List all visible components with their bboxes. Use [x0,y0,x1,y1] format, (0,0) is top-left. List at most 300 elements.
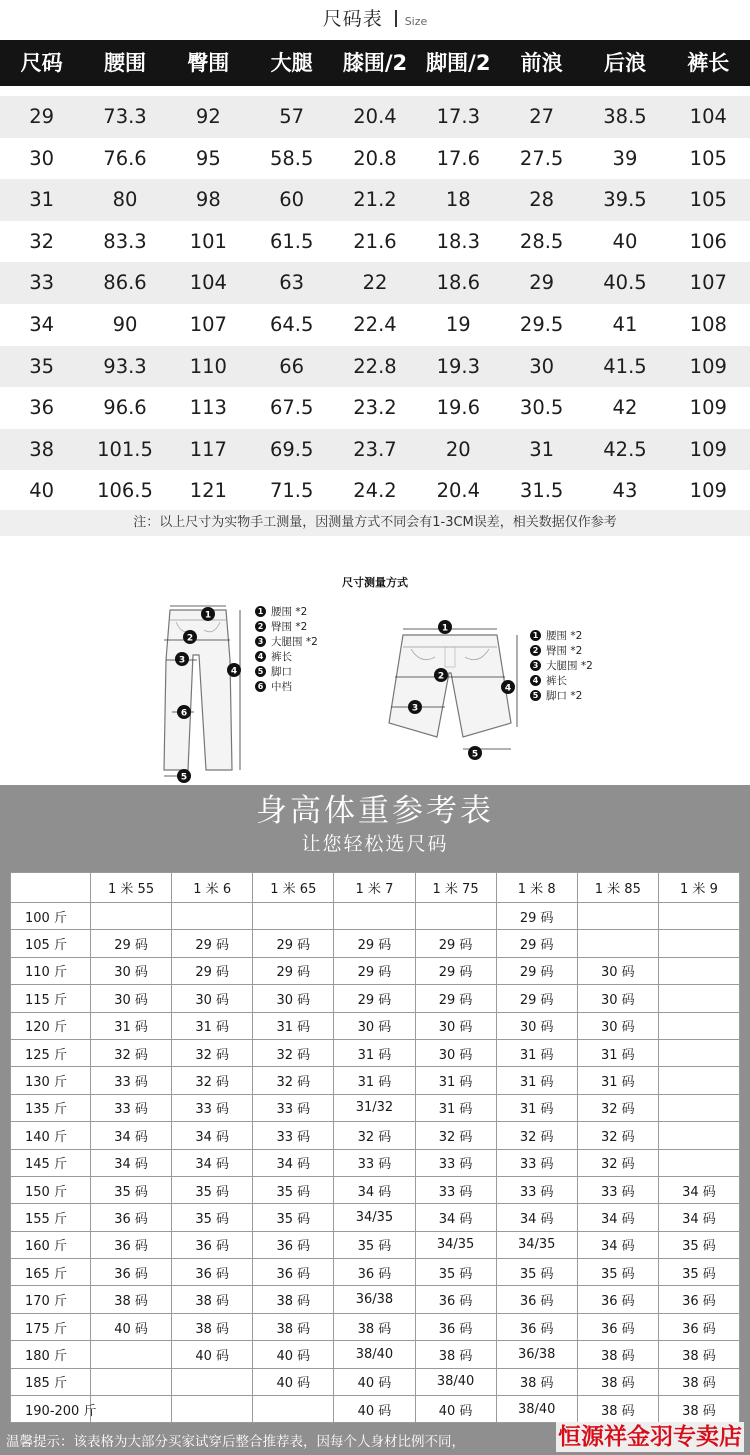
weight-cell: 100 斤 [11,903,91,930]
size-cell [253,1396,334,1423]
table-cell: 32 [29,229,55,253]
table-cell: 109 [689,396,727,420]
weight-cell: 120 斤 [11,1012,91,1039]
weight-cell: 110 斤 [11,957,91,984]
size-table-body [0,96,750,512]
table-cell: 117 [189,437,227,461]
table-row [11,1094,740,1121]
size-cell [577,903,658,930]
size-cell: 31 码 [415,1067,496,1094]
size-cell: 34/35 [415,1231,496,1258]
size-cell: 36 码 [91,1259,172,1286]
size-cell: 40 码 [253,1341,334,1368]
size-cell: 30 码 [415,1012,496,1039]
reference-banner [0,785,750,870]
size-cell: 34 码 [577,1204,658,1231]
svg-text:6: 6 [180,708,188,719]
page-title: 尺码表 [322,8,383,30]
table-cell: 61.5 [269,229,314,253]
size-cell: 36 码 [577,1286,658,1313]
table-cell: 90 [112,312,138,336]
table-cell: 105 [689,146,727,170]
table-cell: 38.5 [603,105,647,128]
size-cell: 36 码 [415,1286,496,1313]
weight-cell: 180 斤 [11,1341,91,1368]
size-cell: 38 码 [496,1368,577,1395]
column-header: 尺码 [20,51,63,75]
size-cell: 31 码 [334,1039,415,1066]
table-cell: 60 [279,188,305,212]
size-cell: 31/32 [334,1094,415,1121]
size-cell: 32 码 [496,1122,577,1149]
size-cell: 36 码 [658,1286,739,1313]
legend-label: 脚口 [271,666,292,678]
size-cell [658,1039,739,1066]
table-row [0,387,750,429]
size-cell: 35 码 [253,1204,334,1231]
size-cell: 31 码 [496,1094,577,1121]
legend-number: 4 [255,651,266,662]
size-cell [658,930,739,957]
height-header: 1 米 7 [334,873,415,903]
legend-number: 1 [255,606,266,617]
table-cell: 83.3 [103,229,147,253]
table-cell: 41.5 [603,354,647,378]
table-row [0,221,750,263]
size-cell: 33 码 [91,1094,172,1121]
table-cell: 121 [189,479,227,503]
size-cell: 30 码 [577,957,658,984]
shorts-diagram [385,615,525,765]
size-chart-header [0,0,750,38]
table-row [11,1313,740,1340]
legend-number: 3 [530,660,541,671]
size-cell: 31 码 [253,1012,334,1039]
legend-label: 裤长 [271,651,292,663]
size-cell: 32 码 [577,1094,658,1121]
size-cell: 40 码 [253,1368,334,1395]
size-cell: 29 码 [496,957,577,984]
weight-cell: 185 斤 [11,1368,91,1395]
size-cell [172,903,253,930]
size-cell: 32 码 [253,1039,334,1066]
size-cell: 34 码 [172,1122,253,1149]
size-cell: 38 码 [415,1341,496,1368]
table-cell: 110 [189,354,227,378]
height-header: 1 米 75 [415,873,496,903]
size-cell: 29 码 [91,930,172,957]
table-cell: 21.2 [353,188,397,212]
table-row [0,346,750,388]
weight-cell: 160 斤 [11,1231,91,1258]
table-cell: 96.6 [103,396,147,420]
table-row [11,985,740,1012]
table-cell: 107 [189,312,227,336]
table-row [11,1396,740,1423]
size-cell: 33 码 [253,1122,334,1149]
svg-text:2: 2 [437,671,445,682]
legend-number: 1 [530,630,541,641]
legend-label: 大腿围 *2 [546,660,593,672]
size-cell [253,903,334,930]
table-cell: 113 [189,396,227,420]
legend-label: 臀围 *2 [546,645,583,657]
legend-label: 臀围 *2 [271,621,308,633]
table-cell: 95 [195,146,221,170]
size-cell: 36 码 [496,1313,577,1340]
size-cell: 40 码 [415,1396,496,1423]
size-cell: 30 码 [334,1012,415,1039]
legend-label: 裤长 [546,675,567,687]
pants-diagram [160,600,250,785]
table-cell: 27.5 [519,146,564,170]
table-row [11,1039,740,1066]
table-cell: 104 [689,105,727,128]
pants-legend [255,604,318,694]
table-cell: 20.8 [353,146,397,170]
table-cell: 63 [279,271,305,295]
size-cell: 32 码 [172,1039,253,1066]
table-cell: 18.3 [436,229,481,253]
table-row [11,1341,740,1368]
size-cell: 38 码 [577,1368,658,1395]
table-cell: 40 [29,479,55,503]
legend-number: 5 [255,666,266,677]
size-cell: 33 码 [253,1094,334,1121]
table-cell: 31 [529,437,555,461]
table-cell: 109 [689,437,727,461]
store-watermark: 恒源祥金羽专卖店 [558,1423,742,1450]
table-cell: 20.4 [353,105,397,128]
legend-number: 3 [255,636,266,647]
table-cell: 20 [445,437,471,461]
table-row [11,1231,740,1258]
table-cell: 108 [689,312,727,336]
table-row [0,304,750,346]
size-cell: 40 码 [334,1396,415,1423]
size-cell: 32 码 [253,1067,334,1094]
table-cell: 22.8 [353,354,397,378]
weight-cell: 115 斤 [11,985,91,1012]
weight-cell: 130 斤 [11,1067,91,1094]
table-cell: 33 [29,271,55,295]
legend-item [530,643,593,658]
size-cell: 32 码 [577,1149,658,1176]
size-cell [658,1012,739,1039]
size-cell: 35 码 [172,1176,253,1203]
legend-item [530,688,593,703]
table-cell: 29 [29,105,55,128]
table-cell: 28.5 [519,229,564,253]
table-cell: 22 [362,271,388,295]
size-cell: 30 码 [496,1012,577,1039]
legend-number: 2 [530,645,541,656]
table-cell: 76.6 [103,146,147,170]
table-cell: 93.3 [103,354,147,378]
size-cell [577,930,658,957]
table-cell: 104 [189,271,227,295]
size-cell [91,1368,172,1395]
table-row [11,1067,740,1094]
table-row [0,429,750,471]
legend-label: 脚口 *2 [546,690,583,702]
size-cell [172,1368,253,1395]
legend-label: 腰围 *2 [271,606,308,618]
size-cell: 36 码 [496,1286,577,1313]
legend-item [530,628,593,643]
table-cell: 35 [29,354,55,378]
size-cell: 38 码 [577,1341,658,1368]
table-row [0,470,750,512]
size-cell: 31 码 [496,1067,577,1094]
weight-cell: 135 斤 [11,1094,91,1121]
size-cell: 38/40 [496,1396,577,1423]
size-cell: 35 码 [577,1259,658,1286]
table-cell: 39 [612,146,638,170]
column-header: 大腿 [270,51,313,75]
size-cell: 38 码 [172,1286,253,1313]
table-row [11,1176,740,1203]
size-cell: 33 码 [496,1149,577,1176]
size-cell: 36 码 [91,1231,172,1258]
table-cell: 30.5 [519,396,564,420]
shorts-legend [530,628,593,703]
size-cell: 29 码 [334,985,415,1012]
size-cell: 36/38 [496,1341,577,1368]
size-cell [91,1396,172,1423]
size-cell [658,1122,739,1149]
size-cell: 33 码 [577,1176,658,1203]
size-cell: 40 码 [91,1313,172,1340]
table-row [11,1286,740,1313]
table-cell: 105 [689,188,727,212]
size-cell: 38 码 [658,1396,739,1423]
size-cell: 29 码 [253,930,334,957]
size-cell: 32 码 [91,1039,172,1066]
table-cell: 41 [612,312,638,336]
table-row [11,930,740,957]
size-cell: 33 码 [172,1094,253,1121]
size-cell: 33 码 [415,1176,496,1203]
table-cell: 39.5 [603,188,647,212]
table-cell: 80 [112,188,138,212]
size-cell: 33 码 [415,1149,496,1176]
table-cell: 24.2 [353,479,397,503]
size-cell: 29 码 [496,985,577,1012]
legend-label: 中档 [271,681,292,693]
table-cell: 18 [445,188,471,212]
table-cell: 106.5 [97,479,153,503]
table-cell: 30 [29,146,55,170]
table-cell: 98 [195,188,221,212]
size-cell: 40 码 [334,1368,415,1395]
size-cell: 34 码 [415,1204,496,1231]
size-cell: 34 码 [577,1231,658,1258]
weight-cell: 175 斤 [11,1313,91,1340]
size-cell: 38/40 [415,1368,496,1395]
table-row [11,1122,740,1149]
size-cell: 38 码 [658,1341,739,1368]
size-cell: 36 码 [415,1313,496,1340]
size-cell: 30 码 [91,957,172,984]
size-cell: 38 码 [334,1313,415,1340]
table-cell: 17.3 [436,105,481,128]
legend-number: 6 [255,681,266,692]
table-cell: 66 [279,354,305,378]
table-cell: 31 [29,188,55,212]
size-cell: 29 码 [334,957,415,984]
size-cell: 36 码 [253,1259,334,1286]
size-cell: 40 码 [172,1341,253,1368]
column-header: 后浪 [603,51,646,75]
table-cell: 31.5 [519,479,564,503]
title-divider [395,10,397,27]
size-cell: 38 码 [577,1396,658,1423]
size-cell: 35 码 [172,1204,253,1231]
size-cell: 29 码 [334,930,415,957]
table-cell: 17.6 [436,146,481,170]
table-cell: 58.5 [269,146,314,170]
reference-title: 身高体重参考表 [256,793,494,829]
table-row [0,138,750,180]
weight-cell: 105 斤 [11,930,91,957]
legend-number: 5 [530,690,541,701]
weight-cell: 125 斤 [11,1039,91,1066]
table-row [0,179,750,221]
svg-text:5: 5 [180,772,188,783]
table-cell: 64.5 [269,312,314,336]
tip-bar: 温馨提示：该表格为大部分买家试穿后整合推荐表，因每个人身材比例不同， [0,1430,750,1455]
size-cell [658,1094,739,1121]
size-cell: 36 码 [172,1259,253,1286]
size-cell: 30 码 [253,985,334,1012]
size-cell: 35 码 [658,1259,739,1286]
size-cell: 38 码 [91,1286,172,1313]
size-cell: 34 码 [91,1149,172,1176]
legend-label: 大腿围 *2 [271,636,318,648]
table-row [11,1204,740,1231]
column-header: 膝围/2 [342,51,408,75]
size-cell: 38/40 [334,1341,415,1368]
size-cell: 36 码 [91,1204,172,1231]
table-cell: 42 [612,396,638,420]
size-cell: 30 码 [415,1039,496,1066]
weight-cell: 170 斤 [11,1286,91,1313]
column-header: 裤长 [687,51,730,75]
size-cell: 29 码 [496,930,577,957]
svg-text:4: 4 [230,666,238,677]
column-header: 前浪 [520,51,563,75]
table-cell: 40 [612,229,638,253]
table-cell: 57 [279,105,305,128]
column-header: 脚围/2 [426,51,491,75]
table-row [11,1012,740,1039]
size-cell [415,903,496,930]
size-cell: 30 码 [172,985,253,1012]
legend-item [255,604,318,619]
weight-cell: 140 斤 [11,1122,91,1149]
size-cell: 36 码 [253,1231,334,1258]
table-row [11,1149,740,1176]
table-cell: 30 [529,354,555,378]
legend-item [255,679,318,694]
size-cell: 36 码 [577,1313,658,1340]
size-cell: 34 码 [172,1149,253,1176]
height-header: 1 米 55 [91,873,172,903]
size-cell: 36/38 [334,1286,415,1313]
size-cell: 36 码 [334,1259,415,1286]
size-cell: 32 码 [334,1122,415,1149]
size-cell: 31 码 [172,1012,253,1039]
size-cell: 31 码 [415,1094,496,1121]
svg-text:1: 1 [441,623,449,634]
table-cell: 23.2 [353,396,397,420]
size-cell: 36 码 [172,1231,253,1258]
table-cell: 86.6 [103,271,147,295]
measure-title: 尺寸测量方式 [342,576,408,589]
reference-subtitle: 让您轻松选尺码 [301,833,449,855]
table-cell: 101 [189,229,227,253]
legend-item [530,673,593,688]
table-cell: 101.5 [97,437,153,461]
table-row [0,262,750,304]
size-cell [172,1396,253,1423]
table-row [0,96,750,138]
size-cell: 30 码 [577,1012,658,1039]
table-cell: 19.6 [436,396,481,420]
table-cell: 40.5 [603,271,647,295]
size-cell [658,1149,739,1176]
legend-item [530,658,593,673]
size-cell: 31 码 [496,1039,577,1066]
size-cell: 31 码 [577,1067,658,1094]
svg-text:5: 5 [471,749,479,760]
svg-text:4: 4 [504,683,512,694]
size-table-header [0,40,750,86]
table-cell: 92 [195,105,221,128]
weight-cell: 165 斤 [11,1259,91,1286]
legend-item [255,649,318,664]
table-cell: 43 [612,479,638,503]
legend-number: 2 [255,621,266,632]
size-cell: 29 码 [172,930,253,957]
size-cell: 38 码 [658,1368,739,1395]
size-cell: 34 码 [496,1204,577,1231]
size-cell: 34 码 [91,1122,172,1149]
size-cell: 35 码 [253,1176,334,1203]
size-cell: 34 码 [658,1204,739,1231]
size-cell: 38 码 [253,1313,334,1340]
size-cell: 29 码 [496,903,577,930]
size-cell [658,903,739,930]
legend-item [255,634,318,649]
table-row [11,1259,740,1286]
size-cell: 34 码 [253,1149,334,1176]
size-cell: 32 码 [577,1122,658,1149]
page-subtitle: Size [404,15,428,28]
table-cell: 22.4 [353,312,397,336]
table-cell: 34 [29,312,55,336]
table-row [11,957,740,984]
size-cell [658,957,739,984]
table-cell: 18.6 [436,271,481,295]
size-cell: 34 码 [334,1176,415,1203]
legend-item [255,619,318,634]
size-cell: 29 码 [415,957,496,984]
size-cell: 32 码 [172,1067,253,1094]
table-row [11,903,740,930]
height-header: 1 米 65 [253,873,334,903]
